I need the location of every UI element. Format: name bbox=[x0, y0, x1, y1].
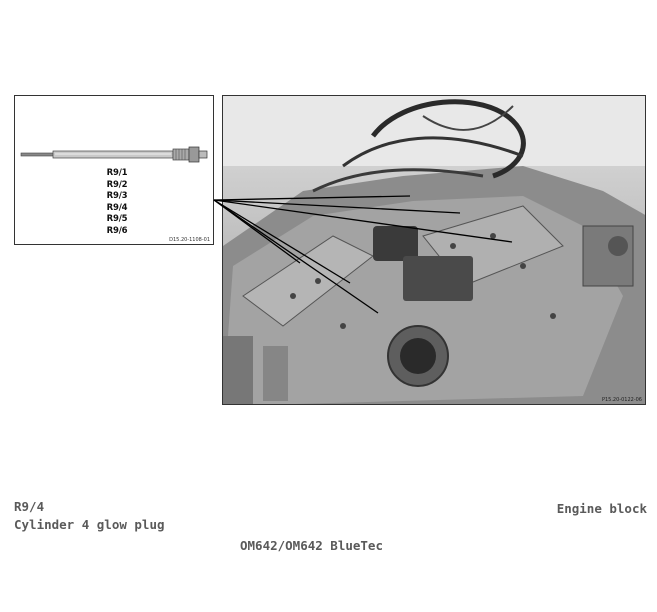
label-r9-2: R9/2 bbox=[106, 179, 128, 190]
label-r9-6: R9/6 bbox=[106, 225, 128, 236]
label-r9-3: R9/3 bbox=[106, 191, 128, 202]
label-r9-4: R9/4 bbox=[106, 202, 128, 213]
engine-model: OM642/OM642 BlueTec bbox=[240, 538, 383, 553]
component-code: R9/4 bbox=[14, 499, 45, 514]
inset-reference: D15.20-1108-01 bbox=[169, 237, 210, 243]
glow-plug-labels bbox=[99, 168, 135, 238]
glow-plug-inset bbox=[14, 95, 214, 245]
label-r9-1: R9/1 bbox=[106, 168, 128, 178]
engine-photo bbox=[222, 95, 646, 405]
label-r9-5: R9/5 bbox=[106, 214, 128, 225]
photo-reference: P15.20-0122-06 bbox=[601, 397, 642, 403]
component-location: Engine block bbox=[556, 501, 647, 516]
engine-photo-illustration bbox=[223, 96, 646, 405]
component-description: Cylinder 4 glow plug bbox=[14, 517, 165, 532]
